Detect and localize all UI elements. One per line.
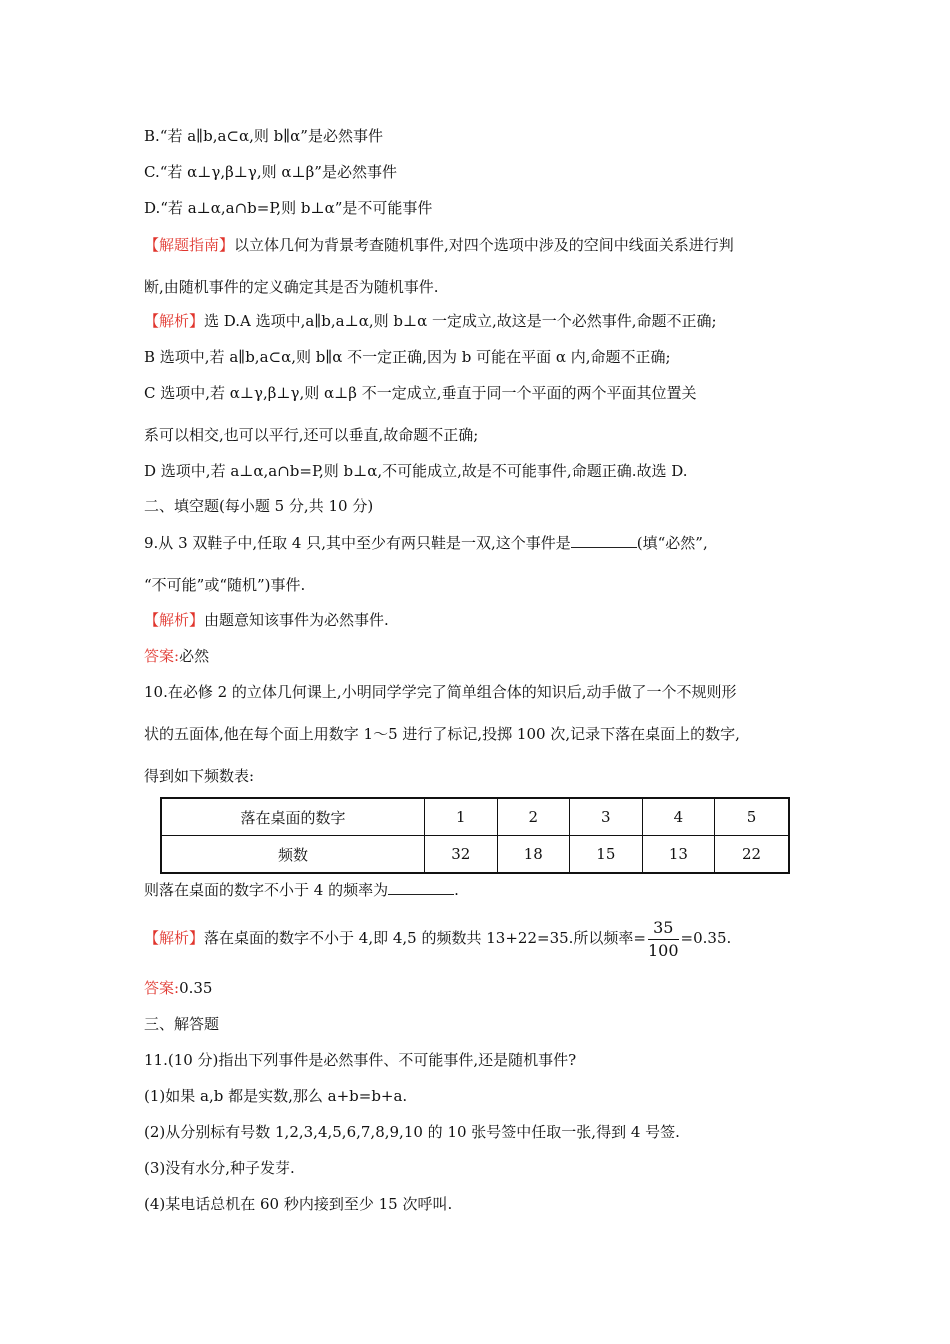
table-cell: 18	[497, 836, 570, 874]
question-10-ask-end: .	[454, 881, 459, 899]
section-heading-answer: 三、解答题	[144, 1015, 220, 1033]
table-cell: 1	[425, 798, 498, 836]
answer-q9	[144, 646, 209, 666]
table-cell: 2	[497, 798, 570, 836]
fraction-numerator: 35	[648, 917, 679, 940]
question-10-line-2: 状的五面体,他在每个面上用数字 1～5 进行了标记,投掷 100 次,记录下落在桌面上的数字,	[144, 725, 740, 743]
solution-q8-line-2: B 选项中,若 a∥b,a⊂α,则 b∥α 不一定正确,因为 b 可能在平面 α 内,命题不正确;	[144, 348, 671, 366]
table-cell: 22	[715, 836, 789, 874]
question-9-line-1	[144, 533, 708, 553]
table-header-number: 落在桌面的数字	[161, 798, 425, 836]
question-11-item: (4)某电话总机在 60 秒内接到至少 15 次呼叫.	[144, 1195, 453, 1213]
solution-tag: 【解析】	[144, 929, 205, 947]
answer-label: 答案:	[144, 647, 180, 665]
question-11-item: (3)没有水分,种子发芽.	[144, 1159, 295, 1177]
question-10-ask-text: 则落在桌面的数字不小于 4 的频率为	[144, 881, 389, 899]
table-cell: 4	[642, 798, 715, 836]
fraction-denominator: 100	[648, 940, 679, 960]
solution-q8-line-5: D 选项中,若 a⊥α,a∩b=P,则 b⊥α,不可能成立,故是不可能事件,命题正确.故选 D.	[144, 462, 688, 480]
solution-q8-line-3: C 选项中,若 α⊥γ,β⊥γ,则 α⊥β 不一定成立,垂直于同一个平面的两个平面其位置关	[144, 384, 697, 402]
question-10-ask	[144, 880, 459, 900]
answer-label: 答案:	[144, 979, 180, 997]
solution-q8-line-1	[144, 311, 717, 331]
solution-text: 由题意知该事件为必然事件.	[204, 611, 389, 629]
solution-text: 落在桌面的数字不小于 4,即 4,5 的频数共 13+22=35.所以频率=	[204, 929, 646, 947]
question-11: 11.(10 分)指出下列事件是必然事件、不可能事件,还是随机事件?	[144, 1051, 577, 1069]
table-cell: 5	[715, 798, 789, 836]
answer-blank	[388, 880, 454, 895]
fraction	[648, 917, 679, 962]
answer-blank	[571, 533, 637, 548]
question-9-text: 9.从 3 双鞋子中,任取 4 只,其中至少有两只鞋是一双,这个事件是	[144, 534, 571, 552]
table-cell: 13	[642, 836, 715, 874]
guide-paragraph	[144, 235, 734, 255]
table-row	[161, 798, 789, 836]
option-d: D.“若 a⊥α,a∩b=P,则 b⊥α”是不可能事件	[144, 199, 433, 217]
section-heading-fill-in: 二、填空题(每小题 5 分,共 10 分)	[144, 497, 374, 515]
table-row	[161, 836, 789, 874]
answer-value: 0.35	[179, 979, 213, 997]
option-b: B.“若 a∥b,a⊂α,则 b∥α”是必然事件	[144, 127, 383, 145]
question-11-item: (2)从分别标有号数 1,2,3,4,5,6,7,8,9,10 的 10 张号签中任取一张,得到 4 号签.	[144, 1123, 680, 1141]
frequency-table	[160, 797, 790, 874]
answer-value: 必然	[179, 647, 210, 665]
question-10-line-1: 10.在必修 2 的立体几何课上,小明同学学完了简单组合体的知识后,动手做了一个不规则形	[144, 683, 737, 701]
solution-q9	[144, 610, 389, 630]
question-9-options: (填“必然”,	[636, 534, 708, 552]
solution-tag: 【解析】	[144, 312, 205, 330]
option-c: C.“若 α⊥γ,β⊥γ,则 α⊥β”是必然事件	[144, 163, 397, 181]
answer-q10	[144, 978, 212, 998]
table-cell: 3	[570, 798, 643, 836]
guide-tag: 【解题指南】	[144, 236, 235, 254]
question-11-item: (1)如果 a,b 都是实数,那么 a+b=b+a.	[144, 1087, 408, 1105]
question-10-line-3: 得到如下频数表:	[144, 767, 255, 785]
table-header-frequency: 频数	[161, 836, 425, 874]
solution-q10	[144, 916, 731, 962]
solution-result: =0.35.	[680, 929, 732, 947]
table-cell: 15	[570, 836, 643, 874]
solution-tag: 【解析】	[144, 611, 205, 629]
solution-text: 选 D.A 选项中,a∥b,a⊥α,则 b⊥α 一定成立,故这是一个必然事件,命题不正确;	[204, 312, 717, 330]
solution-q8-line-4: 系可以相交,也可以平行,还可以垂直,故命题不正确;	[144, 426, 479, 444]
guide-text-1: 以立体几何为背景考查随机事件,对四个选项中涉及的空间中线面关系进行判	[234, 236, 734, 254]
table-cell: 32	[425, 836, 498, 874]
question-9-line-2: “不可能”或“随机”)事件.	[144, 576, 306, 594]
guide-text-2: 断,由随机事件的定义确定其是否为随机事件.	[144, 278, 439, 296]
